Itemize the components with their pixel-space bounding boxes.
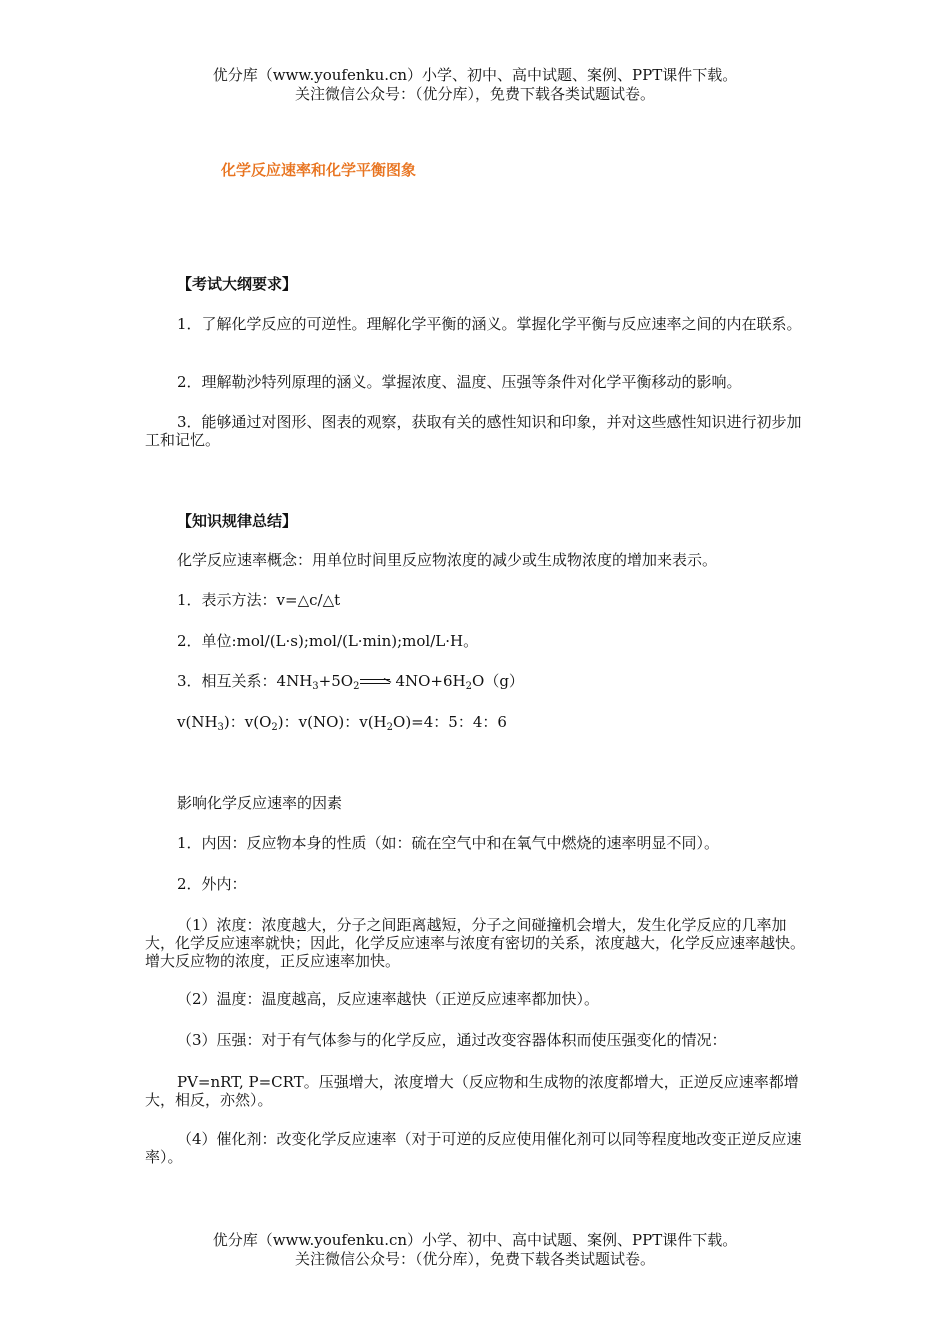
rate-method: 1．表示方法：v=△c/△t xyxy=(177,591,341,609)
equilibrium-arrow-icon xyxy=(360,677,394,687)
footer-line-2: 关注微信公众号：（优分库），免费下载各类试题试卷。 xyxy=(294,1250,655,1268)
factor-concentration: （1）浓度：浓度越大，分子之间距离越短，分子之间碰撞机会增大，发生化学反应的几率加大，化学反应速率就快；因此，化学反应速率与浓度有密切的关系，浓度越大，化学反应速率越快。增大反应物的浓度，正反应速率加快。 xyxy=(145,916,806,970)
syllabus-item-1: 1．了解化学反应的可逆性。理解化学平衡的涵义。掌握化学平衡与反应速率之间的内在联系。 xyxy=(177,315,802,333)
page-footer xyxy=(0,1231,950,1269)
factor-external: 2．外内： xyxy=(177,875,247,893)
factor-pressure-detail: PV=nRT, P=CRT。压强增大，浓度增大（反应物和生成物的浓度都增大，正逆反应速率都增大，相反，亦然）。 xyxy=(145,1073,799,1109)
relation-prefix: 3．相互关系：4NH xyxy=(177,672,313,690)
relation-nh3-sub: 3 xyxy=(312,681,319,692)
relation-o2-sub: 2 xyxy=(353,681,360,692)
rate-concept: 化学反应速率概念：用单位时间里反应物浓度的减少或生成物浓度的增加来表示。 xyxy=(177,551,718,569)
header-line-2: 关注微信公众号：（优分库），免费下载各类试题试卷。 xyxy=(294,85,655,103)
relation-o2: +5O xyxy=(318,672,354,690)
factor-catalyst: （4）催化剂：改变化学反应速率（对于可逆的反应使用催化剂可以同等程度地改变正逆反应速率）。 xyxy=(145,1130,802,1166)
section-heading-syllabus: 【考试大纲要求】 xyxy=(177,275,298,293)
factor-internal: 1．内因：反应物本身的性质（如：硫在空气中和在氧气中燃烧的速率明显不同）。 xyxy=(177,834,720,852)
syllabus-item-3: 3．能够通过对图形、图表的观察，获取有关的感性知识和印象，并对这些感性知识进行初步加工和记忆。 xyxy=(145,413,802,449)
syllabus-item-2: 2．理解勒沙特列原理的涵义。掌握浓度、温度、压强等条件对化学平衡移动的影响。 xyxy=(177,373,742,391)
header-line-1: 优分库（www.youfenku.cn）小学、初中、高中试题、案例、PPT课件下载。 xyxy=(212,66,738,84)
ratio-c: )：v(NO)：v(H xyxy=(277,713,387,731)
factors-title: 影响化学反应速率的因素 xyxy=(177,794,343,812)
rate-unit: 2．单位:mol/(L·s);mol/(L·min);mol/L·H。 xyxy=(177,632,479,650)
ratio-c-sub: 2 xyxy=(386,722,394,733)
relation-h2o-sub: 2 xyxy=(465,681,473,692)
footer-line-1: 优分库（www.youfenku.cn）小学、初中、高中试题、案例、PPT课件下载。 xyxy=(212,1231,738,1249)
factor-temperature: （2）温度：温度越高，反应速率越快（正逆反应速率都加快）。 xyxy=(177,990,600,1008)
page-header xyxy=(0,66,950,104)
section-heading-knowledge: 【知识规律总结】 xyxy=(177,512,298,530)
document-title: 化学反应速率和化学平衡图象 xyxy=(221,161,417,179)
ratio-a-sub: 3 xyxy=(217,722,224,733)
rate-relation xyxy=(145,672,807,690)
factor-pressure: （3）压强：对于有气体参与的化学反应，通过改变容器体积而使压强变化的情况： xyxy=(177,1031,727,1049)
relation-products: 4NO+6H xyxy=(395,672,466,690)
rate-ratio xyxy=(145,713,807,731)
relation-products-end: O（g） xyxy=(472,672,524,690)
ratio-a: v(NH xyxy=(177,713,218,731)
ratio-b-sub: 2 xyxy=(271,722,278,733)
ratio-b: )：v(O xyxy=(223,713,272,731)
ratio-d: O)=4：5：4：6 xyxy=(393,713,507,731)
